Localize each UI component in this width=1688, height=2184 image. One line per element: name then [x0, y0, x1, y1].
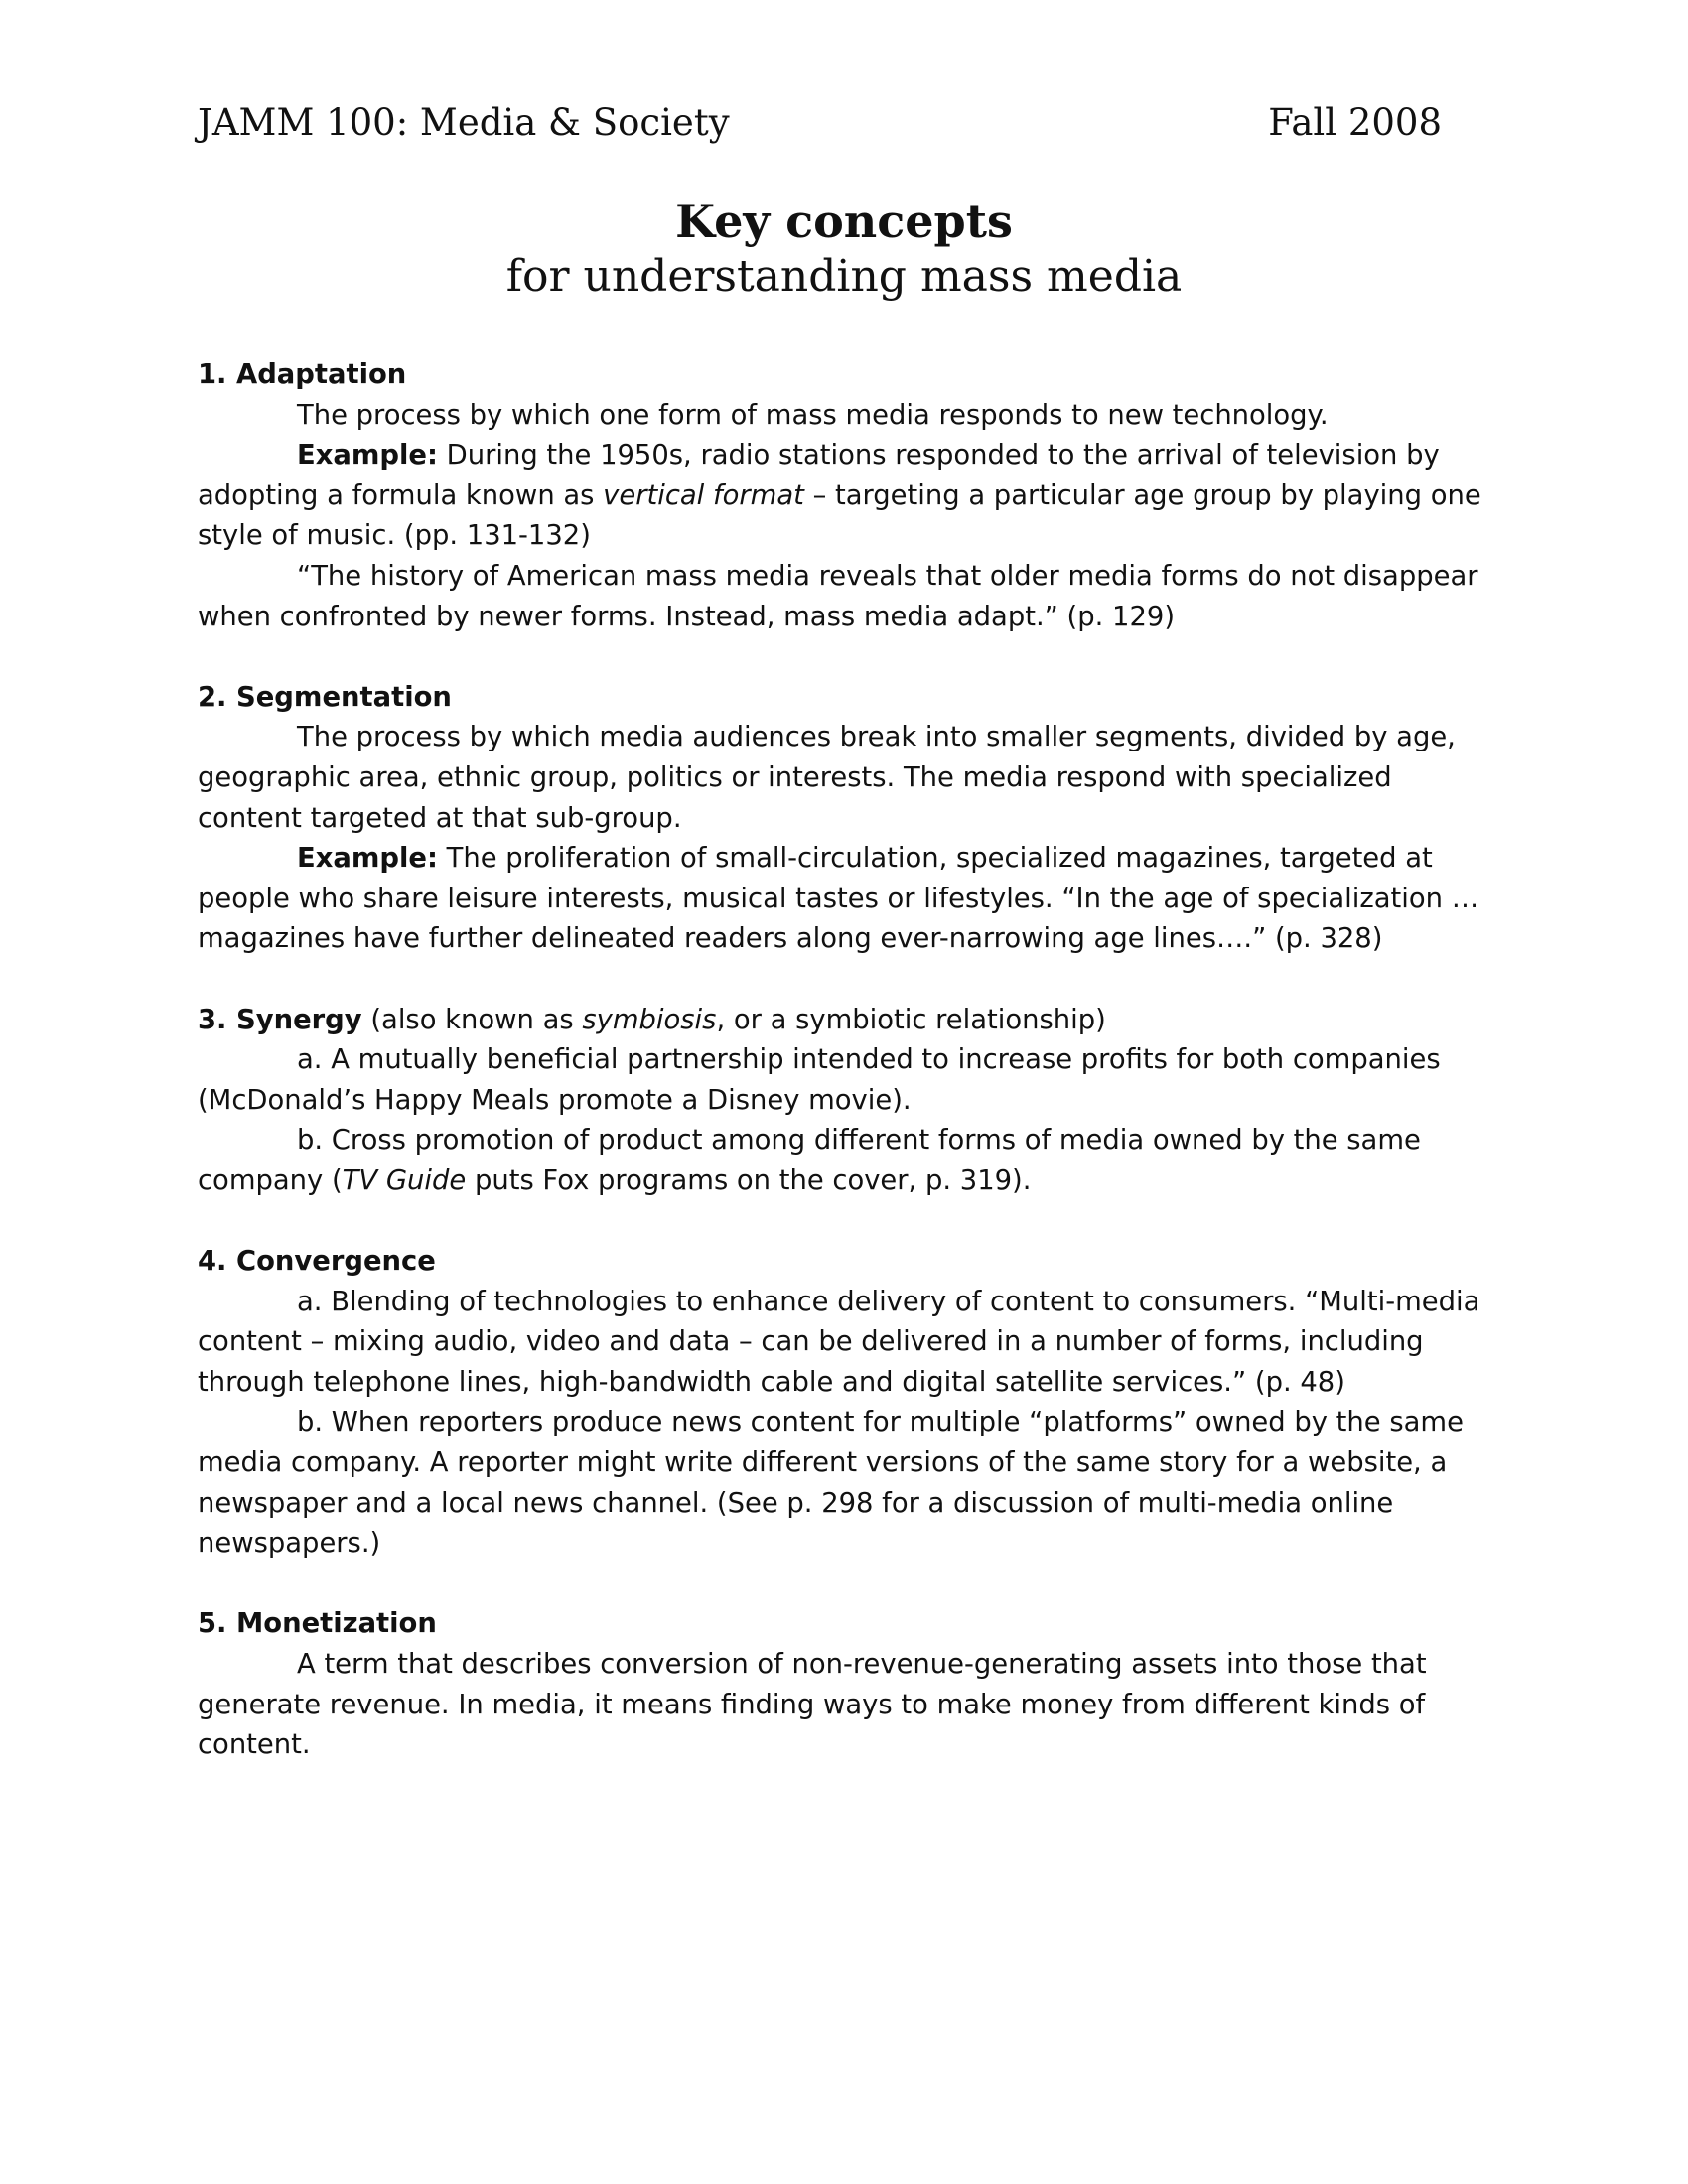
example-label: Example:	[297, 843, 438, 875]
example-emphasis: vertical format	[603, 479, 804, 511]
concept-term: 3. Synergy	[198, 1004, 362, 1035]
concept-definition: The process by which one form of mass media responds to new technology.	[297, 399, 1329, 431]
concept-point-b: b. When reporters produce news content for multiple “platforms” owned by the same media company. A reporter might write different versions of the same story for a website, a newspaper and a local news channel. (See p. 298 for a discussion of multi-media online newspapers.)	[198, 1407, 1464, 1560]
concept-definition: A term that describes conversion of non-revenue-generating assets into those that generate revenue. In media, it means finding ways to make money from different kinds of content.	[198, 1649, 1427, 1761]
concept-adaptation	[198, 355, 1488, 637]
concept-point-a: a. Blending of technologies to enhance delivery of content to consumers. “Multi-media content – mixing audio, video and data – can be delivered in a number of forms, including through telephone lines, high-bandwidth cable and digital satellite services.” (p. 48)	[198, 1286, 1480, 1398]
concept-segmentation	[198, 678, 1488, 960]
concept-heading	[198, 355, 1488, 396]
page-title: Key concepts	[675, 195, 1013, 248]
example-text: During the 1950s, radio stations responded to the arrival of television by adopting a formula known as	[198, 440, 1440, 511]
course-term: Fall 2008	[1268, 101, 1442, 144]
example-text: The proliferation of small-circulation, specialized magazines, targeted at people who share leisure interests, musical tastes or lifestyles. “In the age of specialization … magazines have further delineated readers along ever-narrowing age lines….” (p. 328)	[198, 843, 1479, 955]
concept-heading	[198, 1604, 1488, 1645]
example-text-end: – targeting a particular age group by playing one style of music. (pp. 131-132)	[198, 479, 1481, 552]
heading-note-emphasis: symbiosis	[582, 1004, 717, 1035]
concept-definition: The process by which media audiences break into smaller segments, divided by age, geographic area, ethnic group, politics or interests. The media respond with specialized content targeted at that sub-group.	[198, 722, 1456, 834]
concept-point-a: a. A mutually beneficial partnership intended to increase profits for both companies (McDonald’s Happy Meals promote a Disney movie).	[198, 1044, 1441, 1116]
example-label: Example:	[297, 440, 438, 472]
concept-term: 5. Monetization	[198, 1608, 437, 1640]
page-subtitle: for understanding mass media	[505, 251, 1183, 302]
concept-term: 2. Segmentation	[198, 681, 452, 713]
concept-heading	[198, 1001, 1488, 1041]
point-text: b. Cross promotion of product among different forms of media owned by the same company (	[198, 1125, 1421, 1196]
concept-monetization	[198, 1604, 1488, 1765]
concept-heading	[198, 1242, 1488, 1283]
point-emphasis: TV Guide	[342, 1164, 467, 1196]
point-text-end: puts Fox programs on the cover, p. 319).	[466, 1164, 1032, 1196]
concept-heading	[198, 678, 1488, 719]
course-title: JAMM 100: Media & Society	[198, 101, 730, 144]
concept-quote: “The history of American mass media reveals that older media forms do not disappear when confronted by newer forms. Instead, mass media adapt.” (p. 129)	[198, 560, 1478, 632]
concept-example	[198, 436, 1488, 557]
concept-term: 4. Convergence	[198, 1246, 436, 1278]
concept-convergence	[198, 1242, 1488, 1565]
concept-point-b	[198, 1121, 1488, 1201]
concept-term: 1. Adaptation	[198, 359, 407, 390]
concept-list	[198, 355, 1488, 1806]
concept-synergy	[198, 1001, 1488, 1202]
heading-note: (also known as	[361, 1004, 583, 1035]
heading-note-end: , or a symbiotic relationship)	[716, 1004, 1106, 1035]
concept-example	[198, 839, 1488, 960]
